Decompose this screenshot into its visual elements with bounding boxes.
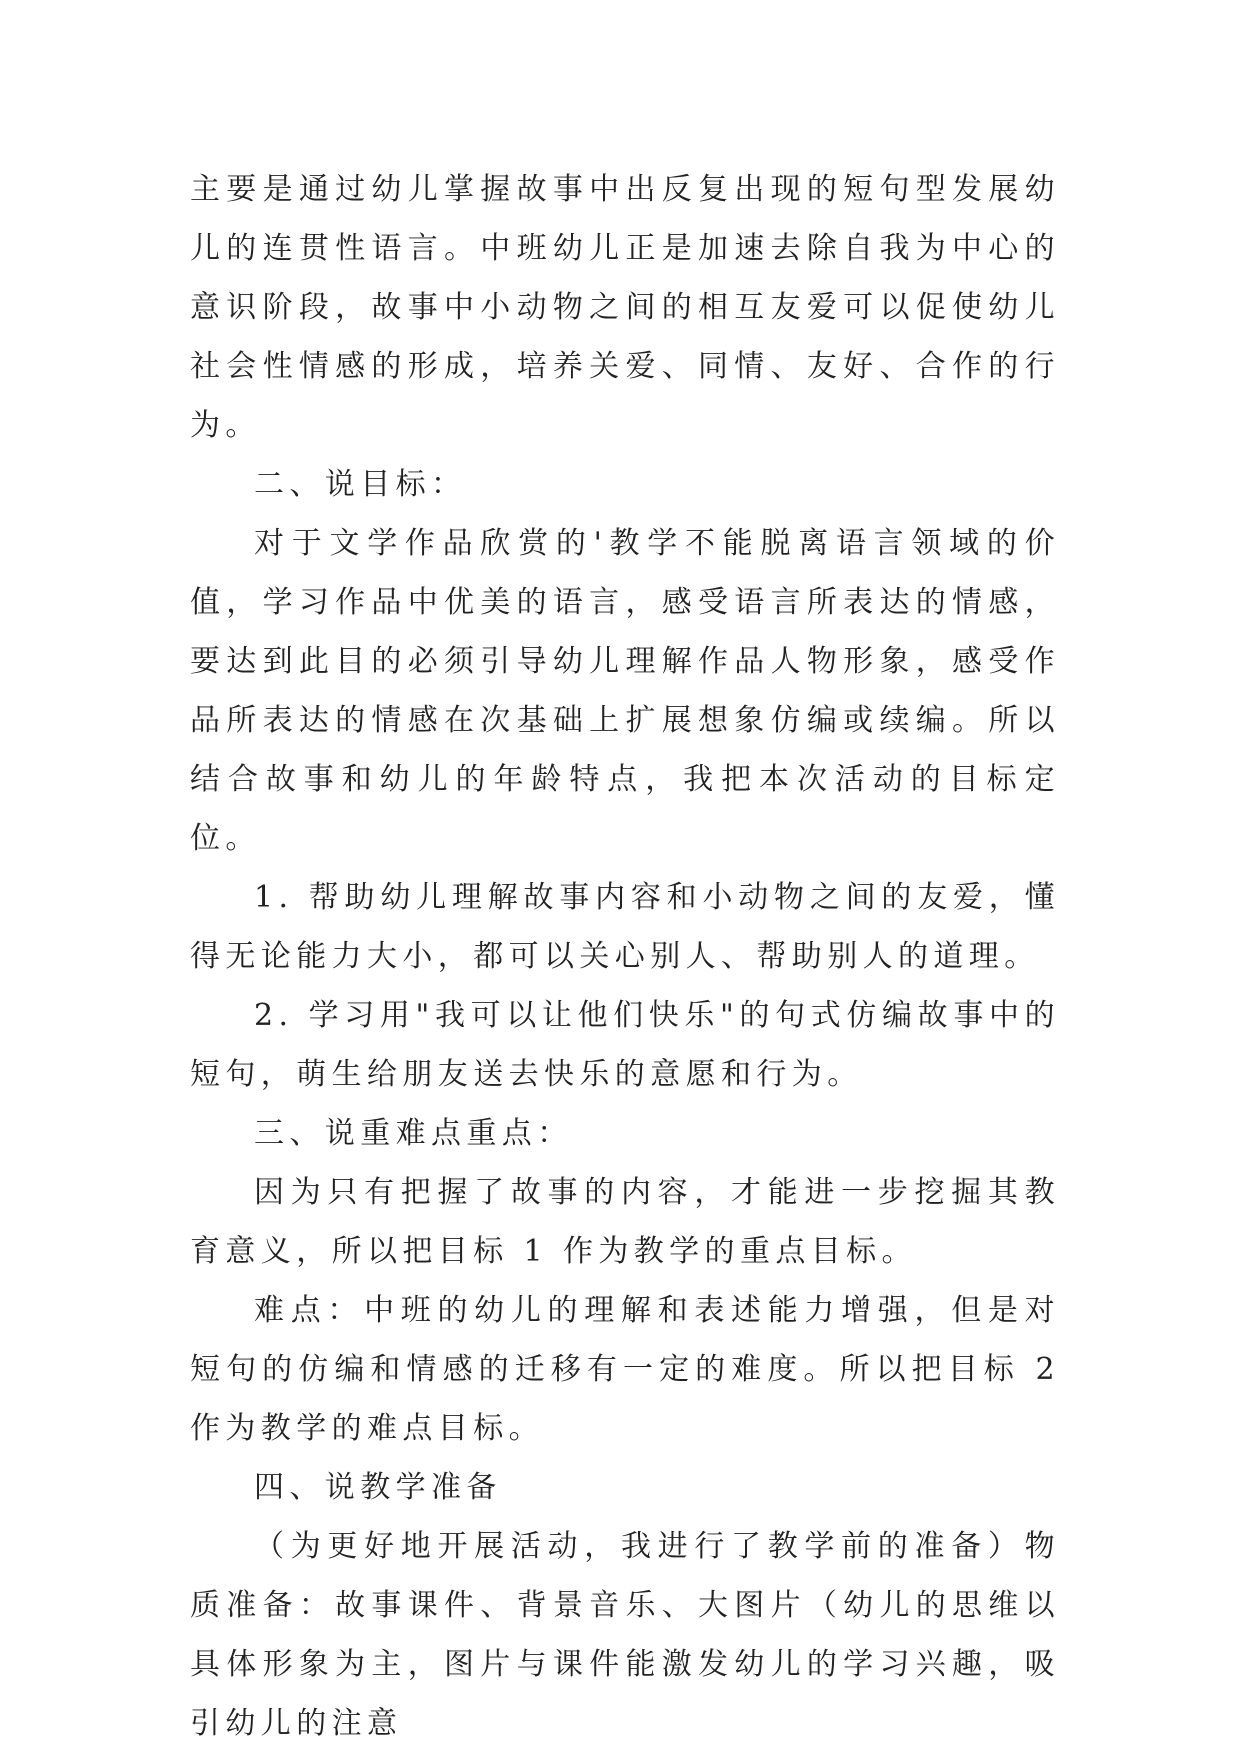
- paragraph-intro-continued: 主要是通过幼儿掌握故事中出反复出现的短句型发展幼儿的连贯性语言。中班幼儿正是加速去除自我为中心的意识阶段，故事中小动物之间的相互友爱可以促使幼儿社会性情感的形成，培养关爱、同情、友好、合作的行为。: [190, 172, 1060, 443]
- paragraph-difficult-point: 难点：中班的幼儿的理解和表述能力增强，但是对短句的仿编和情感的迁移有一定的难度。所以把目标 2 作为教学的难点目标。: [190, 1293, 1060, 1446]
- objective-item-1: 1. 帮助幼儿理解故事内容和小动物之间的友爱，懂得无论能力大小，都可以关心别人、帮助别人的道理。: [190, 880, 1060, 974]
- paragraph-key-point: 因为只有把握了故事的内容，才能进一步挖掘其教育意义，所以把目标 1 作为教学的重点目标。: [190, 1175, 1060, 1269]
- heading-objectives: 二、说目标：: [254, 467, 467, 502]
- paragraph-preparation: （为更好地开展活动，我进行了教学前的准备）物质准备：故事课件、背景音乐、大图片（幼儿的思维以具体形象为主，图片与课件能激发幼儿的学习兴趣，吸引幼儿的注意: [190, 1529, 1060, 1741]
- heading-preparation: 四、说教学准备: [254, 1470, 502, 1505]
- objective-item-2: 2. 学习用"我可以让他们快乐"的句式仿编故事中的短句，萌生给朋友送去快乐的意愿和行为。: [190, 998, 1060, 1092]
- paragraph-objectives: 对于文学作品欣赏的'教学不能脱离语言领域的价值，学习作品中优美的语言，感受语言所表达的情感，要达到此目的必须引导幼儿理解作品人物形象，感受作品所表达的情感在次基础上扩展想象仿编或续编。所以结合故事和幼儿的年龄特点，我把本次活动的目标定位。: [190, 526, 1060, 856]
- document-body: [190, 160, 1060, 1753]
- heading-key-points: 三、说重难点重点：: [254, 1116, 573, 1151]
